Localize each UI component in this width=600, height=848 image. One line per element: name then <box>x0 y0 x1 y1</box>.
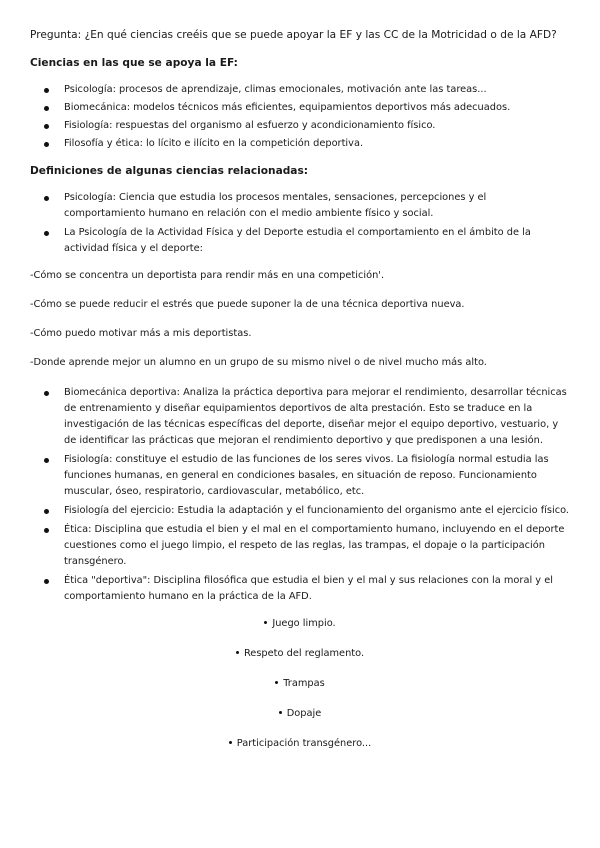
bullet-dot-icon <box>279 711 282 714</box>
question-line: -Donde aprende mejor un alumno en un grupo de su mismo nivel o de nivel mucho más alto. <box>30 357 487 368</box>
centered-item <box>30 677 570 691</box>
centered-item-text: Trampas <box>283 678 325 689</box>
bullet-dot-icon <box>275 681 278 684</box>
list-item: Ética "deportiva": Disciplina filosófica que estudia el bien y el mal y sus relaciones con la moral y el comportamiento humano en la práctica de la AFD. <box>54 573 570 605</box>
list-item: La Psicología de la Actividad Física y del Deporte estudia el comportamiento en el ámbito de la actividad física y el deporte: <box>54 225 570 257</box>
list-item: Biomecánica: modelos técnicos más eficientes, equipamientos deportivos más adecuados. <box>54 100 570 116</box>
list-item: Ética: Disciplina que estudia el bien y el mal en el comportamiento humano, incluyendo en el deporte cuestiones como el juego limpio, el respeto de las reglas, las trampas, el dopaje o la participación transgénero. <box>54 522 570 570</box>
question-line: -Cómo se concentra un deportista para rendir más en una competición'. <box>30 270 385 281</box>
list-item: Psicología: procesos de aprendizaje, climas emocionales, motivación ante las tareas... <box>54 82 570 98</box>
list-item: Psicología: Ciencia que estudia los procesos mentales, sensaciones, percepciones y el comportamiento humano en relación con el medio ambiente físico y social. <box>54 190 570 222</box>
section2-list <box>30 190 570 257</box>
list-item: Fisiología: respuestas del organismo al esfuerzo y acondicionamiento físico. <box>54 118 570 134</box>
bullet-dot-icon <box>229 741 232 744</box>
centered-item <box>30 737 570 751</box>
list-item: Biomecánica deportiva: Analiza la práctica deportiva para mejorar el rendimiento, desarrollar técnicas de entrenamiento y diseñar equipamientos deportivos de alta prestación. Esto se traduce en la investigación de las técnicas específicas del deporte, diseñar mejor el equipo deportivo, vestuario, y de identificar las prácticas que mejoran el rendimiento deportivo y que predisponen a una lesión. <box>54 385 570 449</box>
section2-heading: Definiciones de algunas ciencias relacionadas: <box>30 165 308 177</box>
list-item: Fisiología: constituye el estudio de las funciones de los seres vivos. La fisiología normal estudia las funciones humanas, en general en condiciones basales, en situación de reposo. Funcionamiento muscular, óseo, respiratorio, cardiovascular, metabólico, etc. <box>54 452 570 500</box>
centered-item <box>30 707 570 721</box>
bullet-dot-icon <box>236 651 239 654</box>
centered-item <box>30 617 570 631</box>
centered-list <box>30 617 570 751</box>
list-item: Fisiología del ejercicio: Estudia la adaptación y el funcionamiento del organismo ante el ejercicio físico. <box>54 503 570 519</box>
list-item: Filosofía y ética: lo lícito e ilícito en la competición deportiva. <box>54 136 570 152</box>
section1-heading: Ciencias en las que se apoya la EF: <box>30 57 238 69</box>
centered-item-text: Dopaje <box>286 708 322 719</box>
question-text: Pregunta: ¿En qué ciencias creéis que se puede apoyar la EF y las CC de la Motricidad o de la AFD? <box>30 29 557 41</box>
section1-list <box>30 82 570 152</box>
question-line: -Cómo puedo motivar más a mis deportistas. <box>30 328 252 339</box>
centered-item-text: Juego limpio. <box>272 618 336 629</box>
centered-item <box>30 647 570 661</box>
questions-block <box>30 269 570 370</box>
question-line: -Cómo se puede reducir el estrés que puede suponer la de una técnica deportiva nueva. <box>30 299 465 310</box>
centered-item-text: Participación transgénero... <box>236 738 372 749</box>
section3-list <box>30 385 570 605</box>
bullet-dot-icon <box>264 621 267 624</box>
centered-item-text: Respeto del reglamento. <box>243 648 365 659</box>
